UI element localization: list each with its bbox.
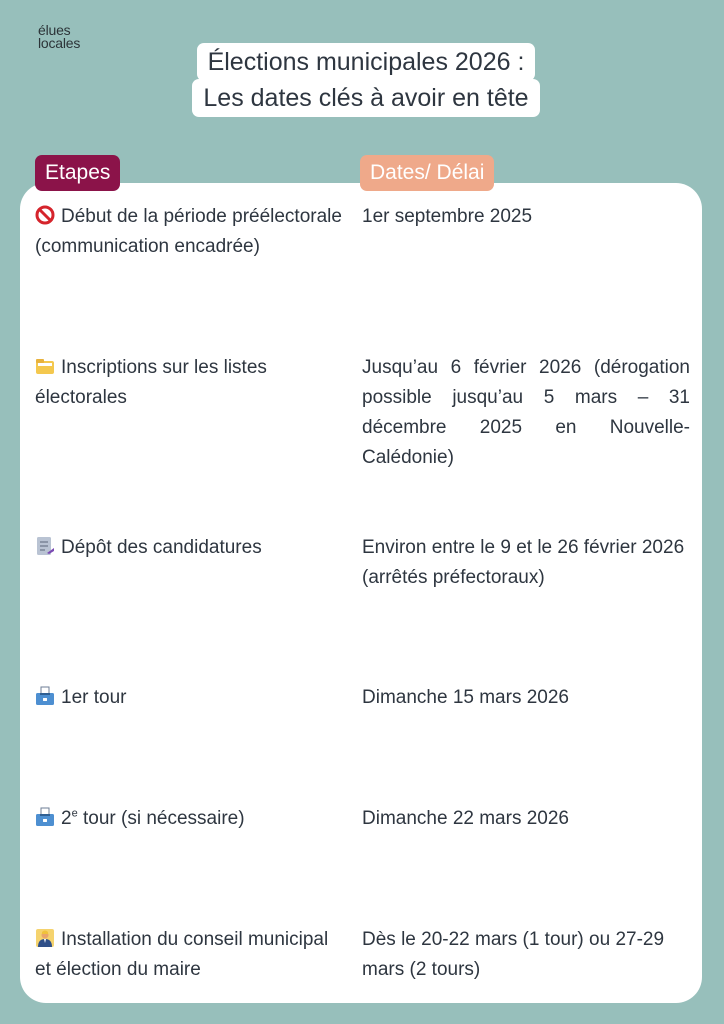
step-label: Inscriptions sur les listes électorales [35, 357, 267, 408]
step-cell [35, 533, 345, 563]
step-cell [35, 683, 345, 713]
step-label: 1er tour [61, 687, 127, 708]
step-cell [35, 804, 345, 834]
steps-header: Etapes [35, 155, 120, 191]
date-cell: Dès le 20-22 mars (1 tour) ou 27-29 mars (2 tours) [362, 929, 665, 980]
brand-logo [38, 24, 80, 50]
document-icon [35, 536, 55, 556]
prohibited-icon [35, 205, 55, 225]
folder-icon [35, 356, 55, 376]
page-title [166, 43, 566, 117]
step-label: Dépôt des candidatures [61, 537, 262, 558]
step-label: Installation du conseil municipal et élection du maire [35, 929, 329, 980]
title-line-2: Les dates clés à avoir en tête [192, 79, 539, 117]
date-cell: 1er septembre 2025 [362, 206, 533, 227]
dates-header: Dates/ Délai [360, 155, 494, 191]
date-cell: Dimanche 15 mars 2026 [362, 687, 569, 708]
date-cell: Dimanche 22 mars 2026 [362, 808, 569, 829]
step-cell [35, 202, 345, 262]
ballot-box-icon [35, 807, 55, 827]
date-cell: Environ entre le 9 et le 26 février 2026 (arrêtés préfectoraux) [362, 537, 685, 588]
step-cell [35, 353, 345, 413]
ballot-box-icon [35, 686, 55, 706]
title-line-1: Élections municipales 2026 : [197, 43, 536, 81]
logo-line-2: locales [38, 35, 81, 51]
step-label: Début de la période préélectorale (communication encadrée) [35, 206, 342, 257]
step-label-number: 2 [61, 808, 72, 829]
timeline-card [20, 183, 702, 1003]
logo-line-1: élues [38, 22, 71, 38]
step-cell [35, 925, 345, 985]
step-label-ordinal: e [71, 807, 78, 820]
step-label-rest: tour (si nécessaire) [77, 808, 245, 829]
date-cell: Jusqu’au 6 février 2026 (dérogation possible jusqu’au 5 mars – 31 décembre 2025 en Nouvelle-Calédonie) [362, 357, 690, 468]
official-person-icon [35, 928, 55, 948]
